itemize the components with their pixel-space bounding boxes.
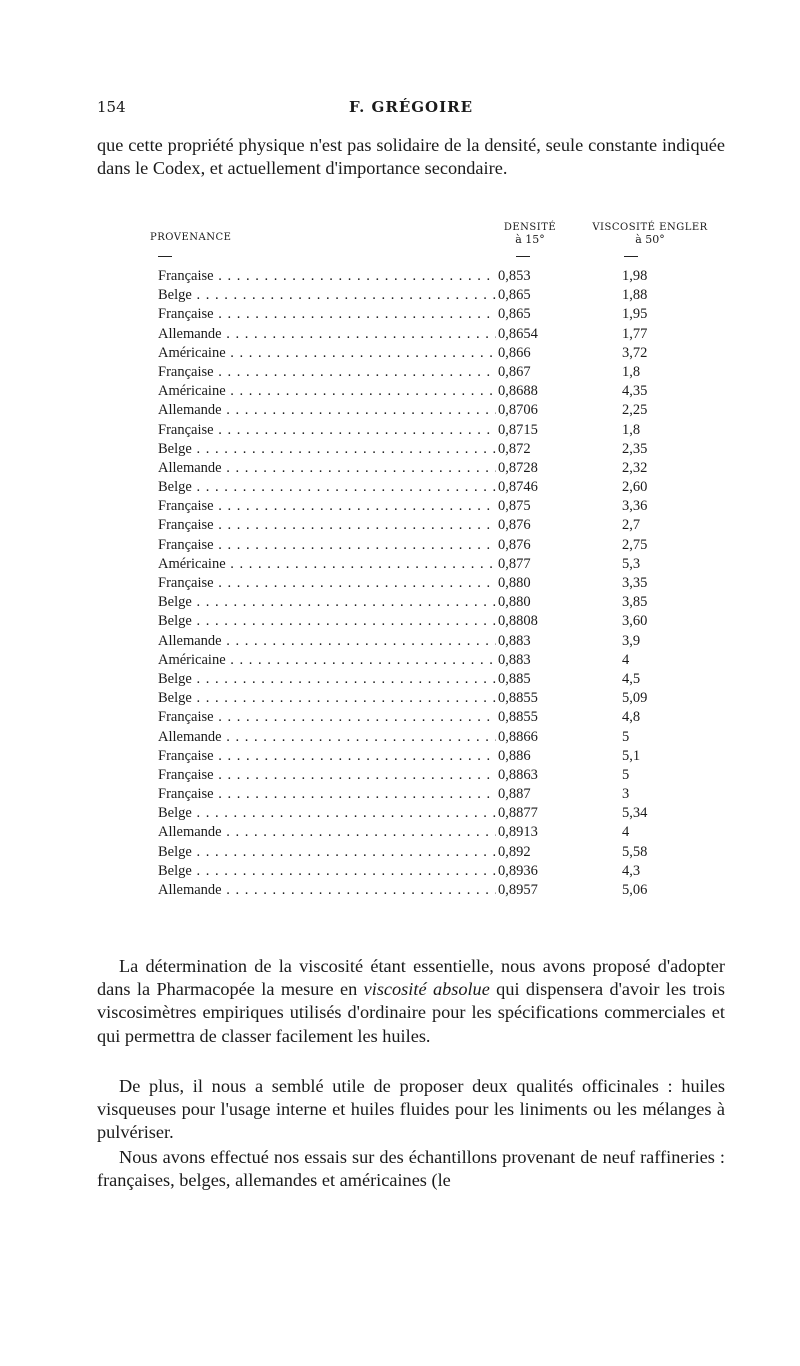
provenance-cell: Française . . . xyxy=(158,537,496,554)
table-row xyxy=(158,402,678,421)
density-cell: 0,8913 xyxy=(498,824,538,841)
density-cell: 0,8855 xyxy=(498,690,538,707)
col-density-label: DENSITÉ xyxy=(503,222,557,233)
paragraph1-text-a: La détermination de la viscosité étant essentielle, nous avons proposé d'adopter dans la Pharmacopée la mesure en xyxy=(97,956,725,1000)
viscosity-cell: 5,34 xyxy=(622,805,648,822)
provenance-cell: Américaine . . . xyxy=(158,556,496,573)
header-dash xyxy=(624,256,638,257)
provenance-cell: Belge . . . xyxy=(158,287,496,304)
provenance-cell: Belge . . . xyxy=(158,805,496,822)
col-density-sub: à 15° xyxy=(515,233,545,246)
density-cell: 0,865 xyxy=(498,306,531,323)
table-row xyxy=(158,537,678,556)
table-row xyxy=(158,479,678,498)
density-cell: 0,8706 xyxy=(498,402,538,419)
viscosity-cell: 5,58 xyxy=(622,843,648,860)
viscosity-cell: 4,3 xyxy=(622,862,641,879)
density-cell: 0,853 xyxy=(498,268,531,284)
table-row xyxy=(158,460,678,479)
table-row xyxy=(158,767,678,786)
viscosity-cell: 1,8 xyxy=(622,363,641,380)
provenance-cell: Française . . . xyxy=(158,786,496,803)
provenance-cell: Américaine . . . xyxy=(158,383,496,400)
density-cell: 0,887 xyxy=(498,786,531,803)
density-cell: 0,885 xyxy=(498,670,531,687)
density-cell: 0,8688 xyxy=(498,383,538,400)
density-cell: 0,875 xyxy=(498,498,531,515)
provenance-cell: Française . . . xyxy=(158,709,496,726)
table-row xyxy=(158,556,678,575)
viscosity-cell: 3,9 xyxy=(622,632,641,649)
table-row xyxy=(158,345,678,364)
viscosity-cell: 5,1 xyxy=(622,747,641,764)
viscosity-cell: 5 xyxy=(622,728,630,745)
density-cell: 0,877 xyxy=(498,555,531,572)
header-dash xyxy=(158,256,172,257)
viscosity-cell: 4,35 xyxy=(622,383,648,400)
table-row xyxy=(158,709,678,728)
provenance-cell: Française . . . xyxy=(158,767,496,784)
viscosity-cell: 2,35 xyxy=(622,440,648,457)
viscosity-cell: 3,60 xyxy=(622,613,648,630)
col-viscosity-label: VISCOSITÉ ENGLER xyxy=(592,222,708,233)
table-row xyxy=(158,786,678,805)
table-row xyxy=(158,306,678,325)
paragraph1-italic: viscosité absolue xyxy=(363,979,490,1000)
density-cell: 0,865 xyxy=(498,287,531,304)
viscosity-cell: 2,25 xyxy=(622,402,648,419)
provenance-cell: Belge . . . xyxy=(158,479,496,496)
density-cell: 0,8863 xyxy=(498,766,538,783)
paragraph1-text-b: qui dispensera d'avoir les trois viscosimètres empiriques utilisés d'ordinaire pour les spécifications commerciales et qui permettra de classer facilement les huiles. xyxy=(97,979,725,1046)
col-viscosity-sub: à 50° xyxy=(635,233,665,246)
viscosity-cell: 5,09 xyxy=(622,690,648,707)
provenance-cell: Allemande . . . xyxy=(158,460,496,477)
table-row xyxy=(158,652,678,671)
table-row xyxy=(158,882,678,901)
table-row xyxy=(158,326,678,345)
table-row xyxy=(158,517,678,536)
page-number: 154 xyxy=(97,98,126,116)
provenance-cell: Allemande . . . xyxy=(158,882,496,899)
provenance-cell: Française . . . xyxy=(158,364,496,381)
density-cell: 0,892 xyxy=(498,843,531,860)
provenance-cell: Belge . . . xyxy=(158,441,496,458)
viscosity-cell: 3,35 xyxy=(622,575,648,591)
density-cell: 0,876 xyxy=(498,517,531,534)
table-body xyxy=(158,268,678,901)
provenance-cell: Belge . . . xyxy=(158,690,496,707)
density-cell: 0,867 xyxy=(498,363,531,380)
viscosity-cell: 3,36 xyxy=(622,498,648,515)
table-row xyxy=(158,268,678,287)
density-cell: 0,8855 xyxy=(498,709,538,726)
table-row xyxy=(158,383,678,402)
density-cell: 0,8936 xyxy=(498,862,538,879)
density-cell: 0,883 xyxy=(498,632,531,649)
col-density-header xyxy=(490,222,570,246)
paragraph-samples: Nous avons effectué nos essais sur des échantillons provenant de neuf raffineries : françaises, belges, allemandes et américaines (le xyxy=(97,1147,725,1191)
density-cell: 0,8715 xyxy=(498,421,538,438)
table-header xyxy=(150,222,710,268)
viscosity-cell: 3,85 xyxy=(622,594,648,611)
col-provenance-header: PROVENANCE xyxy=(150,232,232,243)
table-row xyxy=(158,863,678,882)
viscosity-cell: 5,3 xyxy=(622,555,641,572)
provenance-cell: Allemande . . . xyxy=(158,729,496,746)
viscosity-cell: 3,72 xyxy=(622,344,648,361)
provenance-cell: Française . . . xyxy=(158,498,496,515)
viscosity-cell: 5,06 xyxy=(622,882,648,898)
provenance-cell: Française . . . xyxy=(158,268,496,285)
table-row xyxy=(158,441,678,460)
density-cell: 0,8654 xyxy=(498,325,538,342)
table-row xyxy=(158,633,678,652)
provenance-cell: Belge . . . xyxy=(158,613,496,630)
viscosity-cell: 2,7 xyxy=(622,517,641,534)
provenance-cell: Française . . . xyxy=(158,422,496,439)
density-cell: 0,8808 xyxy=(498,613,538,630)
provenance-cell: Belge . . . xyxy=(158,594,496,611)
viscosity-cell: 4 xyxy=(622,651,630,668)
viscosity-cell: 3 xyxy=(622,786,630,803)
density-cell: 0,8866 xyxy=(498,728,538,745)
table-row xyxy=(158,594,678,613)
provenance-cell: Belge . . . xyxy=(158,671,496,688)
density-cell: 0,8957 xyxy=(498,882,538,898)
provenance-cell: Américaine . . . xyxy=(158,652,496,669)
provenance-cell: Allemande . . . xyxy=(158,326,496,343)
viscosity-cell: 1,88 xyxy=(622,287,648,304)
density-cell: 0,880 xyxy=(498,575,531,591)
table-row xyxy=(158,844,678,863)
table-row xyxy=(158,671,678,690)
intro-paragraph: que cette propriété physique n'est pas solidaire de la densité, seule constante indiquée dans le Codex, et actuellement d'importance secondaire. xyxy=(97,135,725,179)
viscosity-cell: 2,75 xyxy=(622,536,648,553)
table-row xyxy=(158,613,678,632)
density-cell: 0,866 xyxy=(498,344,531,361)
viscosity-cell: 4,8 xyxy=(622,709,641,726)
provenance-cell: Française . . . xyxy=(158,306,496,323)
density-cell: 0,886 xyxy=(498,747,531,764)
table-row xyxy=(158,498,678,517)
density-cell: 0,8877 xyxy=(498,805,538,822)
table-row xyxy=(158,287,678,306)
viscosity-cell: 1,95 xyxy=(622,306,648,323)
provenance-cell: Allemande . . . xyxy=(158,633,496,650)
table-row xyxy=(158,729,678,748)
density-cell: 0,872 xyxy=(498,440,531,457)
page-header xyxy=(97,98,725,120)
density-cell: 0,876 xyxy=(498,536,531,553)
viscosity-cell: 1,8 xyxy=(622,421,641,438)
provenance-cell: Allemande . . . xyxy=(158,824,496,841)
table-row xyxy=(158,748,678,767)
viscosity-cell: 4,5 xyxy=(622,670,641,687)
table-row xyxy=(158,422,678,441)
density-cell: 0,883 xyxy=(498,651,531,668)
viscosity-cell: 4 xyxy=(622,824,630,841)
running-title: F. GRÉGOIRE xyxy=(348,98,474,116)
provenance-cell: Française . . . xyxy=(158,748,496,765)
density-cell: 0,8728 xyxy=(498,459,538,476)
provenance-cell: Française . . . xyxy=(158,517,496,534)
paragraph-qualities: De plus, il nous a semblé utile de proposer deux qualités officinales : huiles visqueuses pour l'usage interne et huiles fluides pour les liniments ou les mélanges à pulvériser. xyxy=(97,1076,725,1143)
density-cell: 0,880 xyxy=(498,594,531,611)
viscosity-cell: 1,77 xyxy=(622,325,648,342)
provenance-cell: Belge . . . xyxy=(158,844,496,861)
viscosity-cell: 2,32 xyxy=(622,459,648,476)
viscosity-cell: 1,98 xyxy=(622,268,648,284)
viscosity-cell: 5 xyxy=(622,766,630,783)
provenance-cell: Américaine . . . xyxy=(158,345,496,362)
col-viscosity-header xyxy=(580,222,720,246)
viscosity-cell: 2,60 xyxy=(622,479,648,496)
table-row xyxy=(158,364,678,383)
provenance-cell: Française . . . xyxy=(158,575,496,592)
table-row xyxy=(158,575,678,594)
table-row xyxy=(158,690,678,709)
provenance-cell: Belge . . . xyxy=(158,863,496,880)
density-cell: 0,8746 xyxy=(498,479,538,496)
provenance-cell: Allemande . . . xyxy=(158,402,496,419)
table-row xyxy=(158,805,678,824)
header-dash xyxy=(516,256,530,257)
table-row xyxy=(158,824,678,843)
paragraph-viscosity xyxy=(97,955,725,1048)
